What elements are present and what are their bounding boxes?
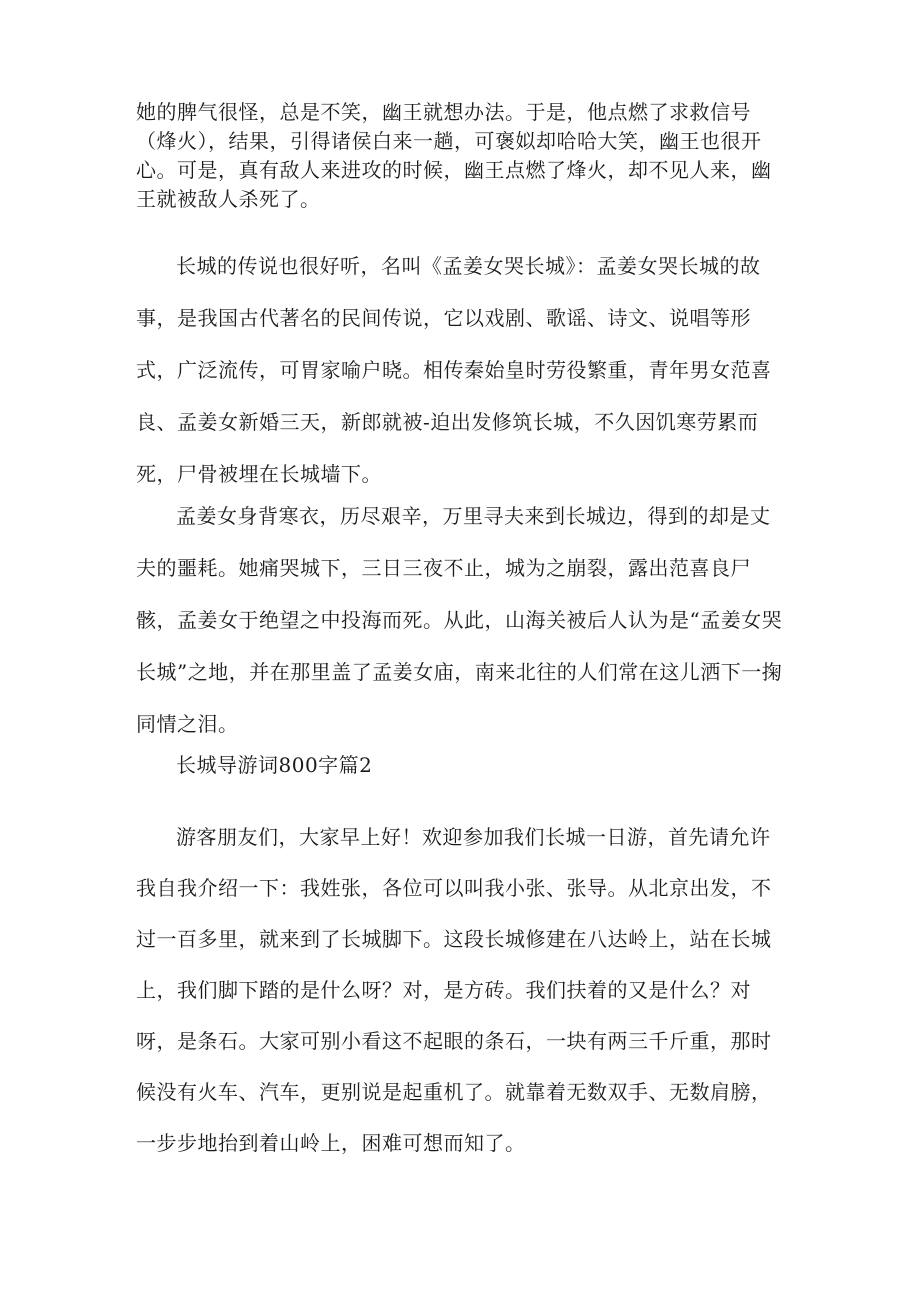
paragraph-tour-intro: 游客朋友们，大家早上好！欢迎参加我们长城一日游，首先请允许我自我介绍一下：我姓张，各位可以叫我小张、张导。从北京出发，不过一百多里，就来到了长城脚下。这段长城修建在八达岭上，站在长城上，我们脚下踏的是什么呀？对，是方砖。我们扶着的又是什么？对呀，是条石。大家可别小看这不起眼的条石，一块有两三千斤重，那时候没有火车、汽车，更别说是起重机了。就靠着无数双手、无数肩膀，一步步地抬到着山岭上，困难可想而知了。	[136, 825, 772, 1155]
paragraph-mengjiangnv-ending: 孟姜女身背寒衣，历尽艰辛，万里寻夫来到长城边，得到的却是丈夫的噩耗。她痛哭城下，三日三夜不止，城为之崩裂，露出范喜良尸骸，孟姜女于绝望之中投海而死。从此，山海关被后人认为是“孟姜女哭长城”之地，并在那里盖了孟姜女庙，南来北往的人们常在这儿洒下一掬同情之泪。	[136, 504, 783, 736]
paragraph-mengjiangnv-legend: 长城的传说也很好听，名叫《孟姜女哭长城》：孟姜女哭长城的故事，是我国古代著名的民间传说，它以戏剧、歌谣、诗文、说唱等形式，广泛流传，可胃家喻户晓。相传秦始皇时劳役繁重，青年男女范喜良、孟姜女新婚三天，新郎就被-迫出发修筑长城，不久因饥寒劳累而死，尸骨被埋在长城墙下。	[136, 254, 772, 486]
section-heading: 长城导游词800字篇2	[176, 753, 373, 777]
paragraph-youwang-story: 她的脾气很怪，总是不笑，幽王就想办法。于是，他点燃了求救信号（烽火），结果，引得诸侯白来一趟，可褒姒却哈哈大笑，幽王也很开心。可是，真有敌人来进攻的时候，幽王点燃了烽火，却不见人来，幽王就被敌人杀死了。	[136, 100, 772, 211]
